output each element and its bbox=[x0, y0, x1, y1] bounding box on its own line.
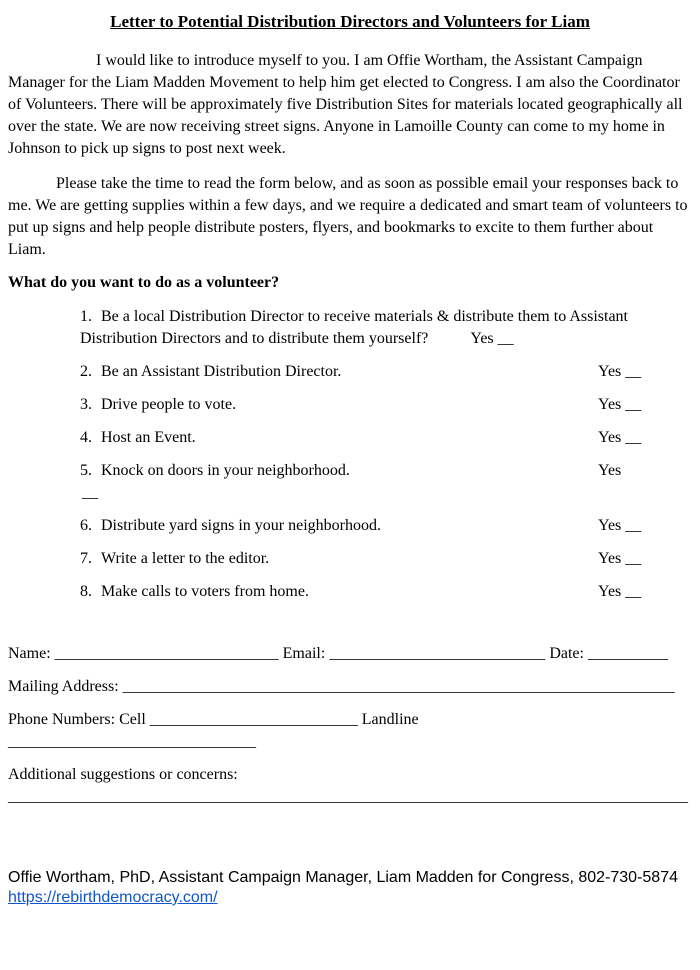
list-item-5 bbox=[80, 460, 692, 482]
item-answer: Yes __ bbox=[598, 396, 642, 413]
item-answer: Yes __ bbox=[470, 330, 514, 347]
signature-text: Offie Wortham, PhD, Assistant Campaign Manager, Liam Madden for Congress, 802-730-5874 bbox=[8, 869, 678, 886]
list-item-7 bbox=[80, 548, 692, 570]
mailing-address-row bbox=[8, 676, 692, 698]
landline-label: Landline bbox=[361, 711, 419, 728]
item-text: Distribute yard signs in your neighborhood. bbox=[101, 517, 381, 534]
item-text: Be an Assistant Distribution Director. bbox=[101, 363, 342, 380]
phone-numbers-label: Phone Numbers: Cell bbox=[8, 711, 146, 728]
list-item-3 bbox=[80, 394, 692, 416]
landline-blank: _______________________________ bbox=[8, 733, 256, 750]
item-answer: Yes __ bbox=[598, 517, 642, 534]
suggestions-label: Additional suggestions or concerns: bbox=[8, 766, 238, 783]
item-text: Host an Event. bbox=[101, 429, 196, 446]
volunteer-options-list bbox=[80, 306, 692, 603]
list-item-6 bbox=[80, 515, 692, 537]
item-text: Be a local Distribution Director to receive materials & distribute them to Assistant Distribution Directors and to distribute them yourself? bbox=[80, 308, 628, 347]
item-number: 5. bbox=[80, 462, 92, 479]
item-answer: Yes __ bbox=[598, 429, 642, 446]
list-item-1 bbox=[80, 306, 692, 350]
suggestions-blank: _____________________________________________________________________________________ bbox=[8, 788, 688, 805]
item-number: 8. bbox=[80, 583, 92, 600]
instructions-paragraph: Please take the time to read the form below, and as soon as possible email your responses back to me. We are getting supplies within a few days, and we require a dedicated and smart team of volunteers to put up signs and help people distribute posters, flyers, and bookmarks to excite to them further about Liam. bbox=[8, 175, 688, 258]
item-number: 7. bbox=[80, 550, 92, 567]
item-answer: Yes __ bbox=[598, 550, 642, 567]
item-number: 4. bbox=[80, 429, 92, 446]
item-text: Knock on doors in your neighborhood. bbox=[101, 462, 350, 479]
date-label: Date: bbox=[549, 645, 584, 662]
list-item-8 bbox=[80, 581, 692, 603]
item-number: 2. bbox=[80, 363, 92, 380]
email-label: Email: bbox=[282, 645, 326, 662]
item-answer: Yes bbox=[598, 462, 622, 479]
landline-blank-row bbox=[8, 731, 692, 753]
suggestions-blank-row bbox=[8, 786, 692, 808]
item-answer: Yes __ bbox=[598, 583, 642, 600]
volunteer-question-heading: What do you want to do as a volunteer? bbox=[8, 274, 280, 291]
item-answer-overflow: __ bbox=[82, 484, 98, 501]
name-blank: ____________________________ bbox=[54, 645, 279, 662]
name-label: Name: bbox=[8, 645, 51, 662]
list-item-4 bbox=[80, 427, 692, 449]
mailing-address-label: Mailing Address: bbox=[8, 678, 119, 695]
email-blank: ___________________________ bbox=[329, 645, 546, 662]
signature-block bbox=[8, 868, 692, 908]
item-number: 3. bbox=[80, 396, 92, 413]
mailing-address-blank: _____________________________________________________________________ bbox=[122, 678, 675, 695]
date-blank: __________ bbox=[587, 645, 668, 662]
website-link[interactable]: https://rebirthdemocracy.com/ bbox=[8, 889, 218, 906]
item-answer: Yes __ bbox=[598, 363, 642, 380]
item-text: Make calls to voters from home. bbox=[101, 583, 309, 600]
cell-blank: __________________________ bbox=[149, 711, 358, 728]
item-number: 1. bbox=[80, 308, 92, 325]
item-number: 6. bbox=[80, 517, 92, 534]
item-text: Drive people to vote. bbox=[101, 396, 237, 413]
page-title: Letter to Potential Distribution Directors and Volunteers for Liam bbox=[110, 12, 590, 31]
intro-paragraph: I would like to introduce myself to you. I am Offie Wortham, the Assistant Campaign Manager for the Liam Madden Movement to help him get elected to Congress. I am also the Coordinator of Volunteers. There will be approximately five Distribution Sites for materials located geographically all over the state. We are now receiving street signs. Anyone in Lamoille County can come to my home in Johnson to pick up signs to post next week. bbox=[8, 52, 683, 157]
phone-numbers-row bbox=[8, 709, 692, 731]
name-email-date-row bbox=[8, 643, 692, 665]
list-item-2 bbox=[80, 361, 692, 383]
contact-form bbox=[8, 643, 692, 808]
suggestions-row bbox=[8, 764, 692, 786]
item-text: Write a letter to the editor. bbox=[101, 550, 270, 567]
